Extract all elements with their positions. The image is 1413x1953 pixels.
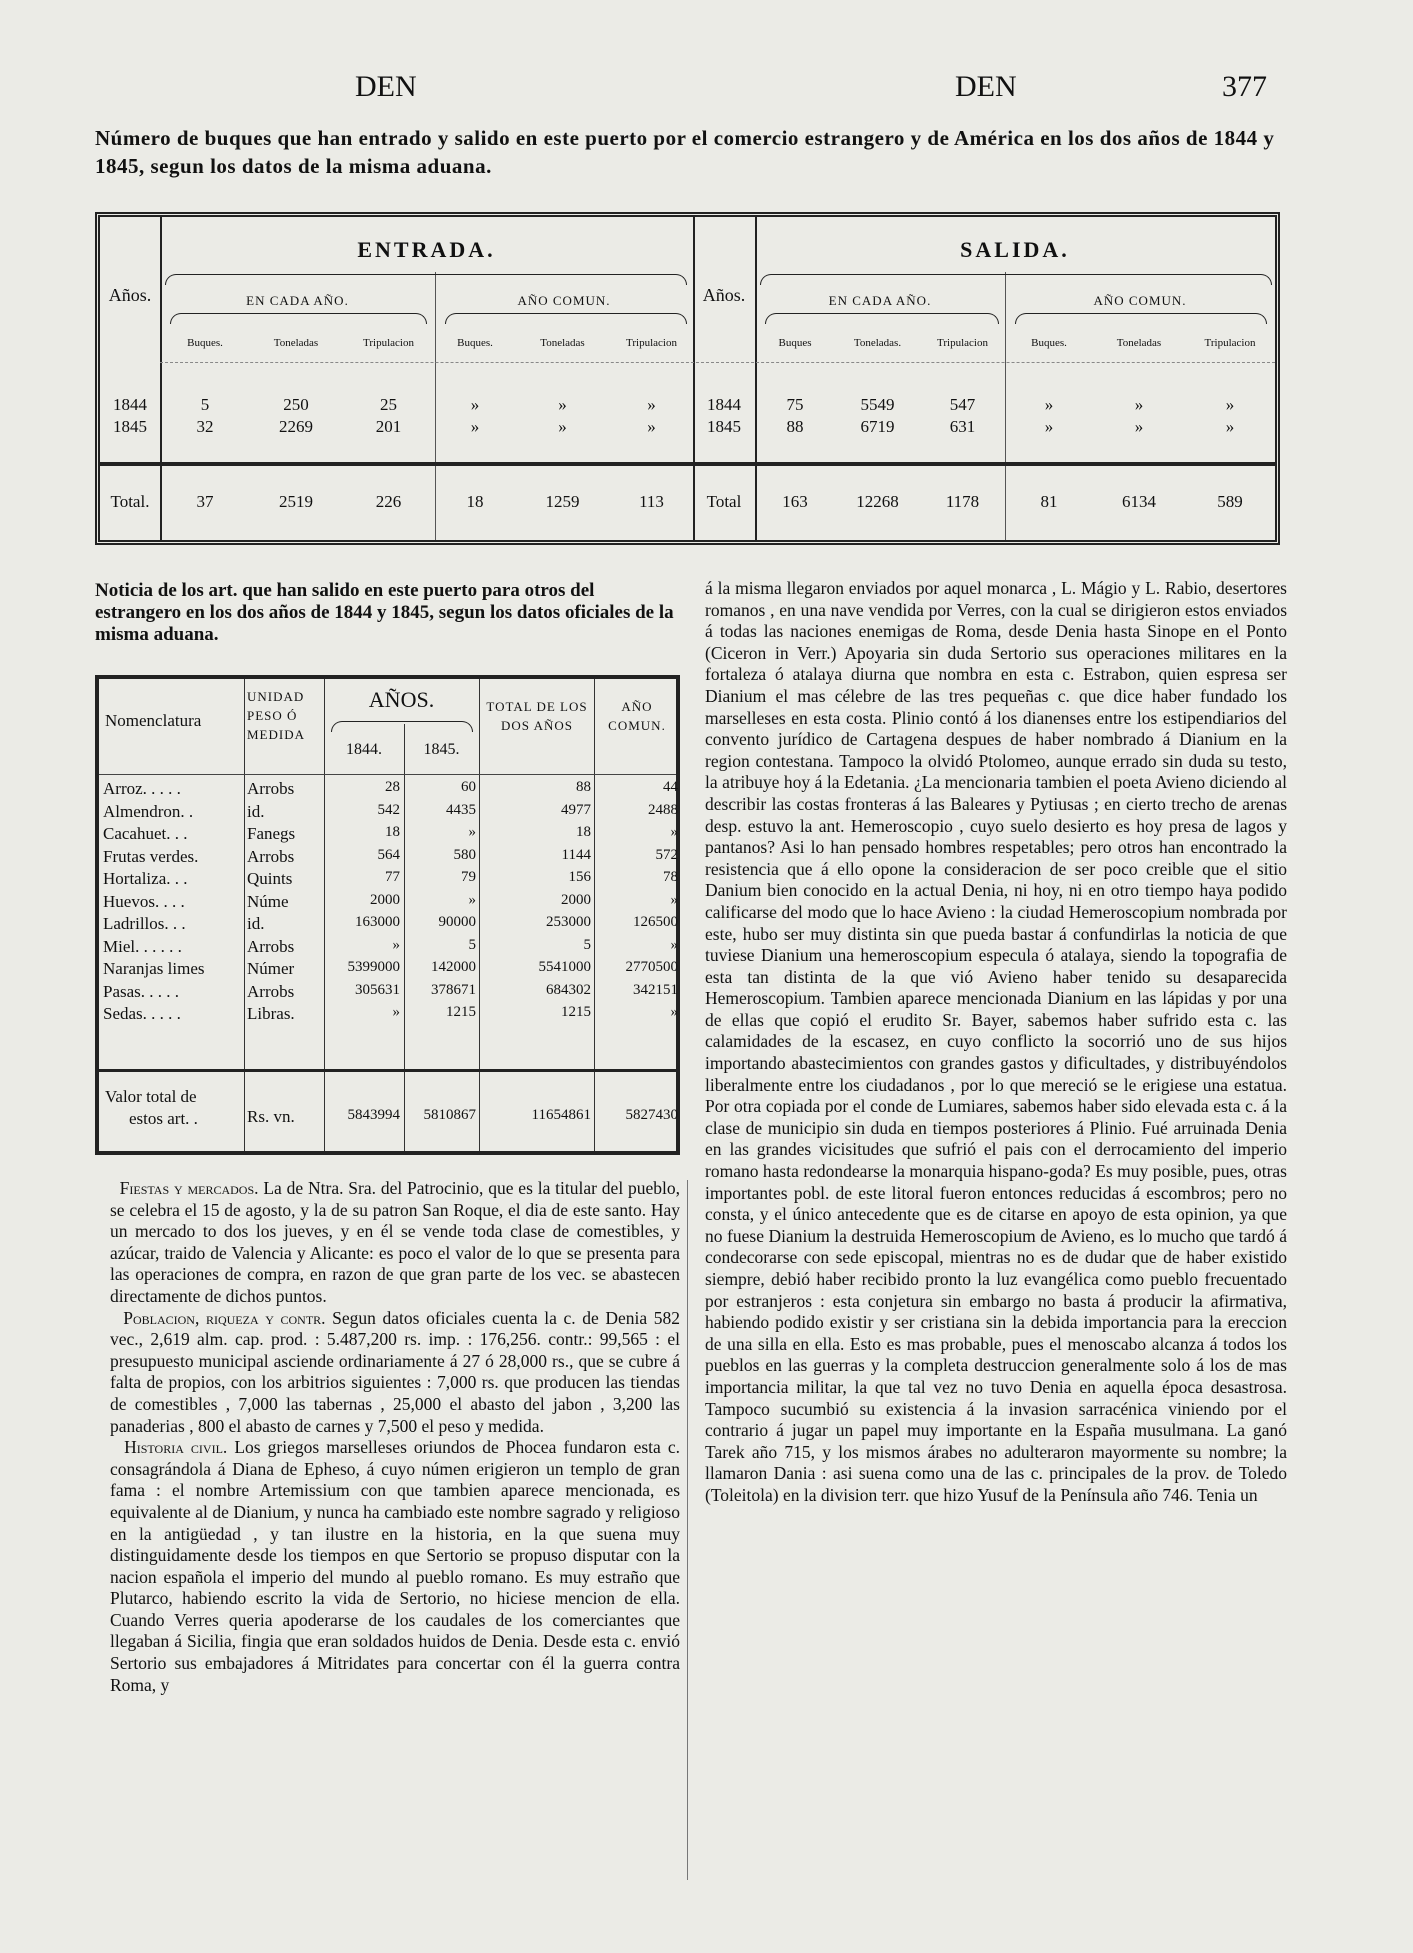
exports-table [95, 675, 680, 1155]
export-row-0-cell: Arrobs [247, 779, 295, 798]
export-row-1-cell: 4977 [561, 801, 591, 818]
export-row-7-cell: 5 [583, 936, 591, 953]
col-toneladas-e: Toneladas [273, 337, 319, 349]
export-row-1-cell: 4435 [446, 801, 476, 818]
ships-row-1-cell: 32 [196, 417, 214, 436]
export-row-5-cell: 2000 [561, 891, 591, 908]
export-row-5-cell: Núme [247, 891, 289, 911]
page-number: 377 [1222, 70, 1267, 103]
poblacion-text: Segun datos oficiales cuenta la c. de Denia 582 vec., 2,619 alm. cap. prod. : 5.487,200 rs. imp. : 176,256. contr.: 99,565 : el presupuesto municipal asciende ordinariamente á 27 ó 28,000 rs., que se cubre á falta de propios, con los arbitrios siguientes : 7,000 rs. que producen las tiendas de comestibles , 7,000 las tabernas , 25,000 el abasto del jabon , 3,200 las panaderias , 800 el abasto de carnes y 7,500 el peso y medida. [110, 1307, 681, 1436]
export-row-1-cell: 2488 [648, 801, 678, 818]
nomenclatura-header: Nomenclatura [105, 711, 202, 730]
ships-row-0-cell: 25 [380, 395, 397, 414]
export-row-4-cell: Hortaliza. . . [103, 869, 188, 888]
export-row-1-cell: Almendron. . [103, 801, 194, 821]
ships-total-cell: 226 [375, 492, 402, 511]
export-row-2-cell: Cacahuet. . . [103, 824, 188, 843]
fiestas-text: La de Ntra. Sra. del Patrocinio, que es la titular del pueblo, se celebra el 15 de agosto, y la de su patron San Roque, el dia de este santo. Hay un mercado to dos los jueves, y en él se vende toda clase de comestibles, y azúcar, traido de Valencia y Alicante: es poco el valor de lo que se presenta para las operaciones de compra, en razon de que gran parte de los vec. se abastecen directamente de dichos puntos. [110, 1178, 681, 1306]
header-left: DEN [355, 70, 417, 103]
ano-comun-salida: AÑO COMUN. [1093, 293, 1187, 308]
en-cada-ano-salida: EN CADA AÑO. [828, 293, 932, 308]
ships-row-1-cell: 88 [786, 417, 804, 436]
export-row-5-cell: » [670, 891, 678, 908]
table2-title: Noticia de los art. que han salido en este puerto para otros del estrangero en los dos años de 1844 y 1845, segun los datos oficiales de la misma aduana. [95, 580, 674, 645]
ships-row-1-cell: » [647, 417, 656, 436]
paragraph-historia [110, 1437, 680, 1696]
total-header: TOTAL DE LOS DOS AÑOS [486, 699, 588, 733]
export-row-5-cell: Huevos. . . . [103, 891, 185, 911]
export-row-3-cell: 572 [655, 846, 678, 863]
ships-row-1-cell: 1845 [113, 417, 147, 436]
page-header [0, 70, 1413, 110]
table1-title: Número de buques que han entrado y salido en este puerto por el comercio estrangero y de América en los dos años de 1844 y 1845, segun los datos de la misma aduana. [95, 126, 1275, 178]
right-paragraph: á la misma llegaron enviados por aquel monarca , L. Mágio y L. Rabio, desertores romanos , en una nave vendida por Verres, con la cual se dirigieron estos enviados á todas las naciones enemigas de Roma, desde Denia hasta Sinope en el Ponto (Ciceron in Verr.) Apoyaria sin duda Sertorio sus operaciones militares en la fortaleza ó atalaya diurna que nombra en esta c. Estrabon, quien espresa ser Dianium el mas célebre de las tres pequeñas c. que dice haber fundado los marselleses en esta costa. Plinio contó á los dianenses entre los estipendiarios del convento jurídico de Cartagena despues de haber nombrado á Dianium en la region contestana. Tampoco la olvidó Ptolomeo, aunque errado sin duda su testo, la atribuye hoy á la Edetania. ¿La mencionaria tambien el poeta Avieno diciendo al describir las costas fronteras á las Baleares y Pytiusas ; en cierto trecho de arenas desp. estuvo la ant. Hemeroscopio , cuyo suelo desierto es hoy presa de lagos y pantanos? Asi lo han pensado hombres respetables; pero otros han encontrado la resistencia que á ello opone la consideracion de ser poco creible que el sitio Danium bien conocido en la actual Denia, ni hoy, ni en otro tiempo haya podido calificarse del modo que lo hace Avieno : la ciudad Hemeroscopium nombrada por este, hubo ser muy distinta sin que pueda bastar á confundirlas la noticia de que tuviese Dianium una hemeroscopium especula ó atalaya, siendo la topografia de esta tan distinta de la que vió Avieno haber tenido su desaparecida Hemeroscopium. Tambien aparece mencionada Dianium en las lápidas y por una de ellas que copió el erudito Sr. Bayer, sabemos haber sufrido esta c. las calamidades de la escasez, en cuyo conflicto la socorrió uno de sus hijos importando abastecimientos con grandes gastos y dificultades, y distribuyéndolos liberalmente entre los ciudadanos , por lo que mereció se le erigiese una estatua. Por otra copiada por el conde de Lumiares, sabemos haber sido elevada esta c. á la clase de municipio sin duda en tiempos posteriores á Plinio. Fué arruinada Denia en las grandes vicisitudes que sufrió el pais con el derrocamiento del imperio romano hasta redondearse la monarquia hispano-goda? Es muy posible, pues, otras importantes pobl. de este litoral fueron entonces reducidas á escombros; pero no consta, y el único antecedente que es de citarse en apoyo de esta opinion, ya que no fuese Dianium la destruida Hemeroscopium de Avieno, es lo mucho que tardó á condecorarse con sede episcopal, mientras no es de dudar que de haber existido siempre, debió haber recibido pronto la luz evangélica como pueblo frecuentado por estranjeros : esta conjetura sin embargo no basta á producir la afirmativa, habiendo podido existir y ser cristiana sin la debida importancia para la ereccion de una silla en ella. Esto es mas probable, pues el menoscabo alcanza á todos los pueblos en las guerras y la completa destruccion generalmente solo á los de mas importancia militar, la que tal vez no tuvo Denia en aquella época desastrosa. Tampoco sucumbió su existencia á la invasion sarracénica viniendo por el contrario á jugar un papel muy importante en la España musulmana. La ganó Tarek año 715, y los mismos árabes no adulteraron mayormente su nombre; la llamaron Dania : asi suena como una de las c. principales de la prov. de Toledo (Toleitola) en la division terr. que hizo Yusuf de la Península año 746. Tenia un [705, 578, 1287, 1505]
export-row-10-cell: 1215 [446, 1004, 476, 1020]
historia-heading: Historia civil. [124, 1437, 228, 1458]
export-row-7-cell: » [670, 936, 678, 953]
valor-total-cell: Rs. vn. [247, 1107, 295, 1126]
export-row-8-cell: Naranjas limes [103, 959, 205, 978]
export-row-3-cell: Frutas verdes. [103, 846, 199, 866]
ships-row-0-cell: » [470, 395, 480, 414]
ships-row-0-cell: » [1225, 395, 1235, 414]
ships-total-cell: 81 [1040, 492, 1058, 511]
export-row-3-cell: 564 [377, 846, 400, 863]
export-row-3-cell: 1144 [561, 846, 591, 863]
fiestas-heading: Fiestas y mercados. [119, 1178, 259, 1198]
header-center: DEN [955, 70, 1017, 103]
export-row-3-cell: 580 [453, 846, 476, 863]
anos-header: AÑOS. [368, 687, 435, 712]
ships-total-cell: 2519 [279, 492, 313, 511]
export-row-7-cell: Miel. . . . . . [103, 936, 182, 956]
ships-row-1-cell: » [1134, 417, 1144, 436]
export-row-6-cell: id. [247, 914, 265, 933]
export-row-5-cell: 2000 [370, 891, 400, 908]
export-row-8-cell: 5541000 [538, 959, 591, 975]
poblacion-heading: Poblacion, riqueza y contr. [123, 1307, 326, 1328]
ships-row-0-cell: 1844 [113, 395, 147, 414]
right-column [705, 578, 1287, 1507]
export-row-10-cell: 1215 [561, 1004, 591, 1020]
export-row-6-cell: 90000 [438, 914, 476, 930]
ships-row-0-cell: 75 [786, 395, 804, 414]
ships-row-0-cell: 1844 [707, 395, 741, 414]
export-row-8-cell: 142000 [431, 959, 476, 975]
col-toneladas-sc: Toneladas [1116, 337, 1162, 349]
ships-row-1-cell: » [470, 417, 480, 436]
export-row-10-cell: » [670, 1004, 678, 1020]
export-row-10-cell: Libras. [247, 1004, 295, 1023]
export-row-0-cell: 60 [461, 779, 476, 795]
ships-total-cell: 1259 [545, 492, 580, 511]
export-row-0-cell: 44 [663, 779, 678, 795]
export-row-6-cell: 163000 [355, 914, 400, 930]
ships-row-0-cell: 5549 [860, 395, 895, 414]
ships-total-cell: 18 [466, 492, 484, 511]
export-row-7-cell: » [392, 936, 400, 953]
export-row-9-cell: 684302 [546, 981, 591, 998]
export-row-2-cell: Fanegs [247, 824, 296, 843]
paragraph-poblacion [110, 1308, 680, 1438]
col-tripulacion-e: Tripulacion [363, 337, 414, 349]
export-row-2-cell: 18 [385, 824, 400, 840]
ships-row-0-cell: » [1134, 395, 1144, 414]
ships-row-1-cell: » [1225, 417, 1235, 436]
export-row-10-cell: Sedas. . . . . [103, 1004, 181, 1023]
year-1844-header: 1844. [346, 741, 382, 758]
export-row-4-cell: 77 [385, 869, 400, 885]
year-1845-header: 1845. [423, 741, 460, 758]
comun-header: AÑO COMUN. [608, 699, 666, 733]
col-toneladas-s: Toneladas. [853, 337, 902, 349]
anos-header-salida: Años. [702, 285, 746, 305]
ships-row-1-cell: » [1044, 417, 1054, 436]
export-row-2-cell: » [670, 824, 678, 840]
ships-row-1-cell: 1845 [707, 417, 741, 436]
ships-total-cell: 113 [639, 492, 664, 511]
export-row-6-cell: 126500 [633, 914, 678, 930]
ships-total-cell: Total. [110, 492, 150, 511]
export-row-8-cell: 2770500 [625, 959, 678, 975]
ships-row-0-cell: » [647, 395, 656, 414]
col-tripulacion-ec: Tripulacion [626, 337, 677, 349]
valor-total-cell: 11654861 [531, 1107, 591, 1123]
valor-label-1: Valor total de [105, 1087, 197, 1106]
ships-row-0-cell: 5 [200, 395, 210, 414]
export-row-4-cell: 78 [663, 869, 678, 885]
ships-row-1-cell: » [558, 417, 567, 436]
valor-total-cell: 5810867 [423, 1107, 476, 1123]
export-row-7-cell: Arrobs [247, 936, 295, 956]
export-row-9-cell: 378671 [431, 981, 476, 998]
export-row-9-cell: 342151 [633, 981, 678, 998]
ships-total-cell: 1178 [945, 492, 980, 511]
export-row-8-cell: 5399000 [347, 959, 400, 975]
ships-row-0-cell: 250 [283, 395, 309, 414]
export-row-0-cell: 28 [385, 779, 400, 795]
salida-header: SALIDA. [960, 237, 1070, 262]
export-row-6-cell: 253000 [546, 914, 591, 930]
unidad-header: UNIDAD PESO Ó MEDIDA [247, 689, 305, 742]
export-row-6-cell: Ladrillos. . . [103, 914, 186, 933]
export-row-10-cell: » [392, 1004, 400, 1020]
export-row-0-cell: 88 [576, 779, 591, 795]
ships-row-0-cell: » [1044, 395, 1054, 414]
col-toneladas-ec: Toneladas [540, 337, 585, 349]
export-row-9-cell: Pasas. . . . . [103, 981, 180, 1001]
export-row-9-cell: 305631 [355, 981, 400, 998]
export-row-4-cell: Quints [247, 869, 293, 888]
ships-total-cell: 12268 [856, 492, 899, 511]
ships-row-0-cell: » [558, 395, 567, 414]
left-column [110, 1178, 680, 1696]
ships-row-1-cell: 201 [375, 417, 402, 436]
export-row-1-cell: 542 [377, 801, 400, 818]
export-row-2-cell: 18 [576, 824, 591, 840]
ships-row-1-cell: 2269 [279, 417, 313, 436]
col-tripulacion-s: Tripulacion [937, 337, 988, 349]
col-buques-sc: Buques. [1031, 337, 1067, 349]
export-row-5-cell: » [468, 891, 476, 908]
export-row-8-cell: Númer [247, 959, 295, 978]
col-buques-ec: Buques. [457, 337, 493, 349]
paragraph-fiestas [110, 1178, 680, 1308]
ships-total-cell: Total [706, 492, 742, 511]
export-row-9-cell: Arrobs [247, 981, 295, 1001]
export-row-0-cell: Arroz. . . . . [103, 779, 181, 798]
export-row-1-cell: id. [247, 801, 265, 821]
export-row-4-cell: 79 [461, 869, 476, 885]
ships-total-cell: 37 [196, 492, 214, 511]
col-buques-e: Buques. [187, 337, 223, 349]
valor-label-2: estos art. . [129, 1109, 198, 1128]
ships-row-0-cell: 547 [949, 395, 976, 414]
ships-row-1-cell: 6719 [860, 417, 895, 436]
ships-row-1-cell: 631 [949, 417, 976, 436]
en-cada-ano-entrada: EN CADA AÑO. [246, 293, 349, 308]
column-separator [687, 1180, 688, 1880]
ships-total-cell: 589 [1217, 492, 1243, 511]
export-row-3-cell: Arrobs [247, 846, 295, 866]
anos-header-entrada: Años. [108, 285, 152, 305]
ships-total-cell: 6134 [1122, 492, 1156, 511]
valor-total-cell: 5843994 [347, 1107, 400, 1123]
ano-comun-entrada: AÑO COMUN. [517, 293, 611, 308]
col-buques-s: Buques [778, 337, 812, 349]
export-row-7-cell: 5 [468, 936, 476, 953]
historia-text: Los griegos marselleses oriundos de Phocea fundaron esta c. consagrándola á Diana de Epheso, á cuyo númen erigieron un templo de gran fama : el nombre Artemissium con que tambien aparece mencionada, es equivalente al de Dianium, y nunca ha cambiado este nombre sagrado y religioso en la antigüedad , y tan ilustre en la historia, en la que suena muy distinguidamente desde los tiempos en que Sertorio se propuso disputar con la nacion española el imperio del mundo al pueblo romano. Es muy estraño que Plutarco, habiendo escrito la vida de Sertorio, no hiciese mencion de ella. Cuando Verres queria apoderarse de los caudales de los comerciantes que llegaban á Sicilia, fingia que eran soldados huidos de Denia. Desde esta c. envió Sertorio sus embajadores á Mitridates para concertar con él la guerra contra Roma, y [110, 1437, 681, 1695]
col-tripulacion-sc: Tripulacion [1204, 337, 1256, 349]
export-row-4-cell: 156 [568, 869, 591, 885]
export-row-2-cell: » [468, 824, 476, 840]
entrada-header: ENTRADA. [357, 237, 496, 262]
ships-total-cell: 163 [782, 492, 808, 511]
ships-table [95, 212, 1280, 545]
valor-total-cell: 5827430 [625, 1107, 678, 1123]
